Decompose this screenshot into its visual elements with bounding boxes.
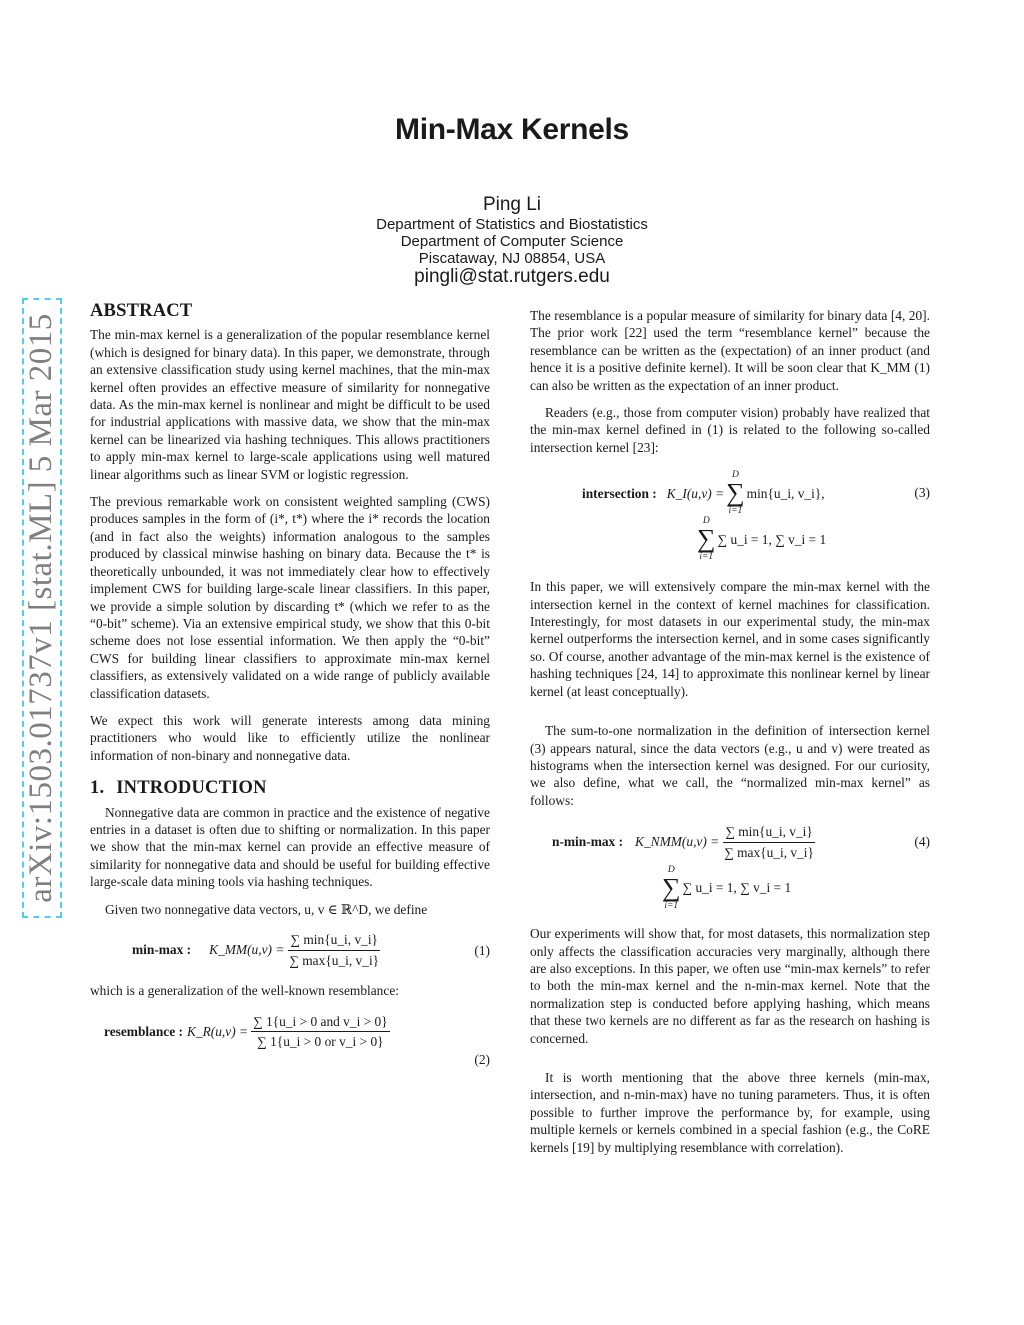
affiliation-line: Department of Statistics and Biostatistics [376, 216, 648, 233]
abstract-paragraph: The min-max kernel is a generalization of the popular resemblance kernel (which is designed for binary data). In this paper, we demonstrate, through an extensive classification study using kernel machines, that the min-max kernel often provides an effective measure of similarity for nonnegative data. As the min-max kernel is nonlinear and might be difficult to be used for industrial applications with massive data, we show that the min-max kernel can be linearized via hashing techniques. This allows practitioners to apply min-max kernel to large-scale applications using well matured linear algorithms such as linear SVM or logistic regression. [90, 327, 490, 482]
arxiv-stamp[interactable]: arXiv:1503.01737v1 [stat.ML] 5 Mar 2015 [22, 298, 62, 918]
equation-2 [90, 1009, 490, 1069]
equation-label: min-max : [132, 942, 192, 958]
body-paragraph: It is worth mentioning that the above three kernels (min-max, intersection, and n-min-max) have no tuning parameters. Thus, it is often possible to further improve the performance by, for example, using multiple kernels or kernels combined in a special fashion (e.g., the CoRE kernels [19] by multiplying resemblance with correlation). [530, 1069, 930, 1155]
section-number: 1. [90, 778, 105, 799]
equation-lhs: K_NMM(u,v) = [635, 834, 720, 850]
equation-rhs: min{u_i, v_i}, [746, 485, 825, 501]
equation-4 [530, 819, 930, 915]
body-paragraph: The resemblance is a popular measure of similarity for binary data [4, 20]. The prior work [22] used the term “resemblance kernel” because the resemblance can be written as the (expectation) of an inner product (and hence it is a positive definite kernel). It will be soon clear that K_MM (1) can also be written as the expectation of an inner product. [530, 308, 930, 393]
body-paragraph: Our experiments will show that, for most datasets, this normalization step only affects the classification accuracies very marginally, although there are also exceptions. In this paper, we often use “min-max kernels” to refer to both the min-max kernel and the n-min-max kernel. Note that the normalization step is conducted before applying hashing, which means that these two kernels are no different as far as the research on hashing is concerned. [530, 926, 930, 1046]
equation-lhs: K_MM(u,v) = [209, 942, 285, 958]
right-column [530, 307, 930, 1166]
intro-heading [90, 780, 490, 797]
equation-number: (4) [914, 834, 930, 850]
equation-number: (2) [474, 1052, 490, 1068]
equation-number: (3) [914, 485, 930, 501]
section-title: INTRODUCTION [116, 778, 267, 799]
equation-number: (1) [474, 943, 490, 958]
equation-numerator: ∑ min{u_i, v_i} [723, 823, 815, 842]
equation-denominator: ∑ max{u_i, v_i} [724, 844, 814, 860]
equation-lhs: K_I(u,v) = [666, 485, 725, 501]
equation-numerator: ∑ 1{u_i > 0 and v_i > 0} [251, 1013, 390, 1032]
sum-symbol: D ∑ i=1 [662, 865, 681, 912]
body-paragraph: Readers (e.g., those from computer vision) probably have realized that the min-max kernel defined in (1) is related to the following so-called intersection kernel [23]: [530, 405, 930, 455]
sum-symbol: D ∑ i=1 [726, 470, 745, 517]
equation-numerator: ∑ min{u_i, v_i} [288, 931, 380, 950]
abstract-heading: ABSTRACT [90, 301, 193, 321]
body-paragraph: The sum-to-one normalization in the definition of intersection kernel (3) appears natural, since the data vectors (e.g., u and v) were treated as histograms when the intersection kernel was designed. For our curiosity, we also define, what we call, the “normalized min-max kernel” as follows: [530, 723, 930, 808]
affiliation-line: Piscataway, NJ 08854, USA [418, 250, 606, 267]
intro-paragraph: which is a generalization of the well-known resemblance: [90, 983, 399, 998]
abstract-paragraph: The previous remarkable work on consistent weighted sampling (CWS) produces samples in the form of (i*, t*) where the i* records the location (and in fact also the weights) information analogous to the samples produced by classical minwise hashing on binary data. Because the t* is theoretically unbounded, it was not immediately clear how to effectively implement CWS for building large-scale linear classifiers. In this paper, we provide a simple solution by discarding t* (which we refer to as the “0-bit” scheme). Via an extensive empirical study, we show that this 0-bit scheme does not lose essential information. We then apply the “0-bit” CWS for building linear classifiers to approximate min-max kernel classifiers, as extensively validated on a wide range of publicly available classification datasets. [90, 494, 490, 701]
equation-label: intersection : [582, 485, 657, 501]
equation-fraction [287, 931, 381, 969]
equation-1 [90, 928, 490, 972]
abstract-paragraph: We expect this work will generate interests among data mining practitioners who would like to efficiently utilize the nonlinear information of non-binary and nonnegative data. [90, 712, 490, 763]
body-paragraph: In this paper, we will extensively compare the min-max kernel with the intersection kernel in the context of kernel machines for classification. Interestingly, for most datasets in our experimental study, the min-max kernel outperforms the intersection kernel, and in some cases significantly so. Of course, another advantage of the min-max kernel is the existence of hashing techniques [24, 14] to approximate this nonlinear kernel by linear kernel (at least conceptually). [530, 579, 930, 699]
equation-label: n-min-max : [552, 834, 624, 850]
intro-paragraph: Nonnegative data are common in practice and the existence of negative entries in a dataset is often due to shifting or normalization. In this paper we show that the min-max kernel can provide an effective measure of similarity for nonnegative data and should be useful for building effective large-scale data mining tools via hashing techniques. [90, 804, 490, 890]
affiliation-line: Department of Computer Science [400, 233, 624, 250]
author-email: pingli@stat.rutgers.edu [414, 266, 610, 287]
author-name: Ping Li [482, 194, 542, 215]
paper-title: Min-Max Kernels [395, 113, 629, 146]
equation-fraction [722, 823, 816, 861]
equation-lhs: K_R(u,v) = [186, 1023, 249, 1039]
equation-3 [530, 470, 930, 568]
equation-denominator: ∑ max{u_i, v_i} [289, 952, 380, 968]
equation-label: resemblance : [104, 1023, 183, 1039]
sum-symbol: D ∑ i=1 [697, 516, 716, 563]
left-column [90, 303, 490, 1079]
constraint-text: ∑ u_i = 1, ∑ v_i = 1 [682, 880, 792, 896]
equation-denominator: ∑ 1{u_i > 0 or v_i > 0} [257, 1033, 384, 1049]
equation-constraint [530, 516, 930, 562]
equation-constraint [530, 865, 930, 911]
equation-fraction [251, 1013, 390, 1051]
constraint-text: ∑ u_i = 1, ∑ v_i = 1 [717, 531, 827, 547]
intro-paragraph: Given two nonnegative data vectors, u, v ∈ ℝ^D, we define [105, 901, 428, 917]
